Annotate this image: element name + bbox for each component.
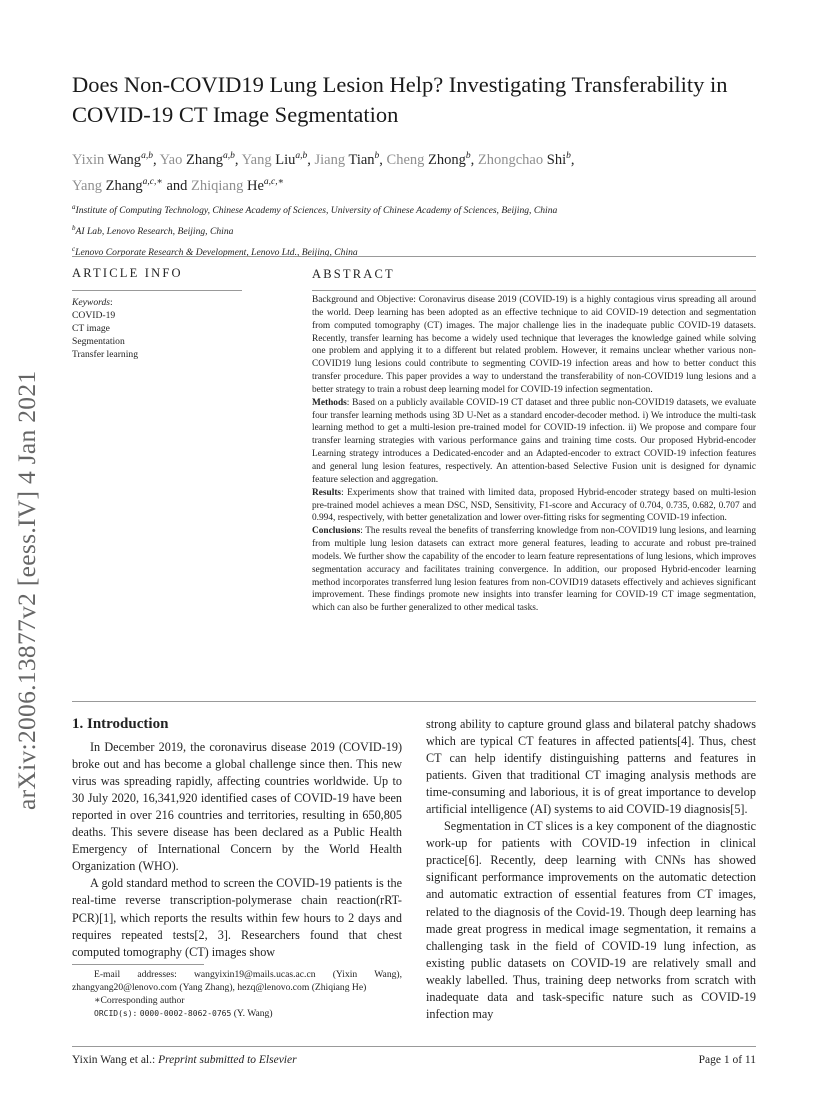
article-info-divider	[72, 290, 242, 291]
right-column	[426, 716, 756, 1023]
footer-author: Yixin Wang et al.:	[72, 1054, 156, 1066]
footer-divider	[72, 1046, 756, 1047]
footer-citation	[72, 1054, 297, 1066]
keyword: COVID-19	[72, 310, 116, 321]
body-paragraph: strong ability to capture ground glass and bilateral patchy shadows which are typical CT features in affected patients[4]. Thus, chest CT can help identify distinguishing patterns and features in patients. Given that traditional CT imaging analysis methods are time-consuming and laborious, it is of great importance to develop artificial intelligence (AI) systems to aid COVID-19 diagnosis[5].	[426, 717, 756, 817]
footnote-emails: E-mail addresses: wangyixin19@mails.ucas.ac.cn (Yixin Wang), zhangyang20@lenovo.com (Yang Zhang), hezq@lenovo.com (Zhiqiang He)	[72, 969, 402, 993]
keywords-block: Keywords: COVID-19 CT image Segmentation Transfer learning	[72, 296, 242, 361]
author-name: Yao Zhang$^{a,b}$	[159, 151, 235, 168]
body-paragraph: In December 2019, the coronavirus disease 2019 (COVID-19) broke out and has become a global challenge since then. This new virus was spreading rapidly, affecting countries worldwide. Up to 30 July 2020, 16,341,920 identified cases of COVID-19 have been reported in over 216 countries and territories, resulting in 650,805 deaths. This severe disease has been declared as a Public Health Emergency of International Concern by the World Health Organization (WHO).	[72, 740, 402, 874]
abstract-results: Results: Experiments show that trained with limited data, proposed Hybrid-encoder strategy based on multi-lesion pre-trained model achieves a mean DSC, NSD, Sensitivity, F1-score and Accuracy of 0.704, 0.735, 0.682, 0.707 and 0.994, respectively, with better genetalization and lower over-fitting risks for segmenting COVID-19 infection.	[312, 487, 756, 524]
footnote-corresponding: ∗Corresponding author	[94, 995, 185, 1006]
author-name: Zhongchao Shi$^b$	[477, 151, 571, 168]
author-name: Zhiqiang $He^{a,c,∗}$	[191, 176, 285, 194]
footnotes	[72, 968, 402, 1020]
author-name: Cheng Zhong$^b$	[386, 151, 471, 168]
abstract-background: Background and Objective: Coronavirus disease 2019 (COVID-19) is a highly contagious virus spreading all around the world. Deep learning has been adopted as an effective technique to aid COVID-19 detection and segmentation from computed tomography (CT) images. The major challenge lies in the inadequate public COVID-19 datasets. Recently, transfer learning has become a widely used technique that leverages the knowledge gained while solving one problem and applying it to a different but related problem. However, it remains unclear whether various non-COVID19 lung lesions could contribute to segmenting COVID-19 infection areas and how to better conduct this transfer procedure. This paper provides a way to understand the transferability of non-COVID19 lung lesions and a better strategy to train a robust deep learning model for COVID-19 infection segmentation.	[312, 295, 756, 395]
keyword: Transfer learning	[72, 349, 138, 360]
abstract-body	[312, 294, 756, 615]
author-name: Yang Liu$^{a,b}$	[241, 151, 308, 168]
affiliations	[72, 199, 772, 261]
header-divider	[72, 256, 756, 257]
affiliation-a: $^a$Institute of Computing Technology, Chinese Academy of Sciences, University of Chinese Academy of Sciences, Beijing, China	[72, 203, 558, 217]
arxiv-identifier: arXiv:2006.13877v2 [eess.IV] 4 Jan 2021	[12, 370, 41, 810]
page-number: Page 1 of 11	[698, 1054, 756, 1066]
affiliation-b: $^b$AI Lab, Lenovo Research, Beijing, China	[72, 223, 234, 237]
body-paragraph: A gold standard method to screen the COVID-19 patients is the real-time reverse transcription-polymerase chain reaction(rRT-PCR)[1], which reports the results within few hours to 2 days and requires repeated tests[2, 3]. Researchers found that chest computed tomography (CT) images show	[72, 876, 402, 959]
introduction-heading: 1. Introduction	[72, 716, 169, 732]
paper-title: Does Non-COVID19 Lung Lesion Help? Investigating Transferability in COVID-19 CT Image Segmentation	[72, 72, 728, 127]
author-name: Jiang Tian$^b$	[314, 151, 380, 168]
left-column	[72, 716, 402, 961]
author-list: Yixin Wang$^{a,b}$, Yao Zhang$^{a,b}$, Yang Liu$^{a,b}$, Jiang Tian$^b$, Cheng Zhong$^b$, Zhongchao Shi$^b$, Yang Zhang$^{a,c,∗}$ and Zhiqiang $He^{a,c,∗}$	[72, 151, 575, 194]
footnote-divider	[72, 964, 204, 965]
keyword: CT image	[72, 323, 110, 334]
article-info-heading: ARTICLE INFO	[72, 266, 183, 280]
footnote-orcid: ORCID(s): 0000-0002-8062-0765 (Y. Wang)	[94, 1008, 273, 1019]
keywords-label: Keywords	[72, 297, 111, 308]
abstract-bottom-divider	[72, 701, 756, 702]
abstract-conclusions: Conclusions: The results reveal the benefits of transferring knowledge from non-COVID19 lung lesions, and learning from multiple lung lesion datasets can extract more general features, leading to accurate and robust pre-trained models. We further show the capability of the encoder to learn feature representations of lung lesions, which improves segmentation accuracy and facilitates training convergence. In addition, our proposed Hybrid-encoder learning method incorporates transferred lung lesion features from non-COVID19 datasets effectively and achieves significant improvement. These findings promote new insights into transfer learning for COVID-19 CT image segmentation, which can also be further generalized to other medical tasks.	[312, 526, 756, 614]
footer-venue: Preprint submitted to Elsevier	[158, 1054, 297, 1066]
author-name: Yixin Wang$^{a,b}$	[72, 151, 153, 168]
abstract-methods: Methods: Based on a publicly available COVID-19 CT dataset and three public non-COVID19 datasets, we evaluate four transfer learning methods using 3D U-Net as a standard encoder-decoder method. i) We introduce the multi-task learning method to get a multi-lesion pre-trained model for COVID-19 infection. ii) We propose and compare four transfer learning strategies with various performance gains and training time costs. Our proposed Hybrid-encoder Learning strategy introduces a Dedicated-encoder and an Adapted-encoder to extract COVID-19 infection features and general lung lesion features, respectively. An attention-based Selective Fusion unit is designed for dynamic feature selection and aggregation.	[312, 397, 756, 485]
keyword: Segmentation	[72, 336, 125, 347]
abstract-heading: ABSTRACT	[312, 267, 395, 281]
author-name: Yang Zhang$^{a,c,∗}$	[72, 176, 163, 194]
body-paragraph: Segmentation in CT slices is a key component of the diagnostic work-up for patients with COVID-19 infection in clinical practice[6]. Recently, deep learning with CNNs has showed significant performance improvements on the automatic detection and automatic extraction of essential features from CT images, related to the diagnosis of the Covid-19. Though deep learning has made great progress in medical image segmentation, it remains a challenging task in the field of COVID-19 lung infection, as existing public datasets on COVID-19 are relatively small and weakly labelled. Thus, training deep networks from scratch with inadequate data and task-specific nature such as COVID-19 infection may	[426, 819, 756, 1021]
affiliation-c: $^c$Lenovo Corporate Research & Development, Lenovo Ltd., Beijing, China	[72, 244, 358, 258]
abstract-divider	[312, 290, 756, 291]
